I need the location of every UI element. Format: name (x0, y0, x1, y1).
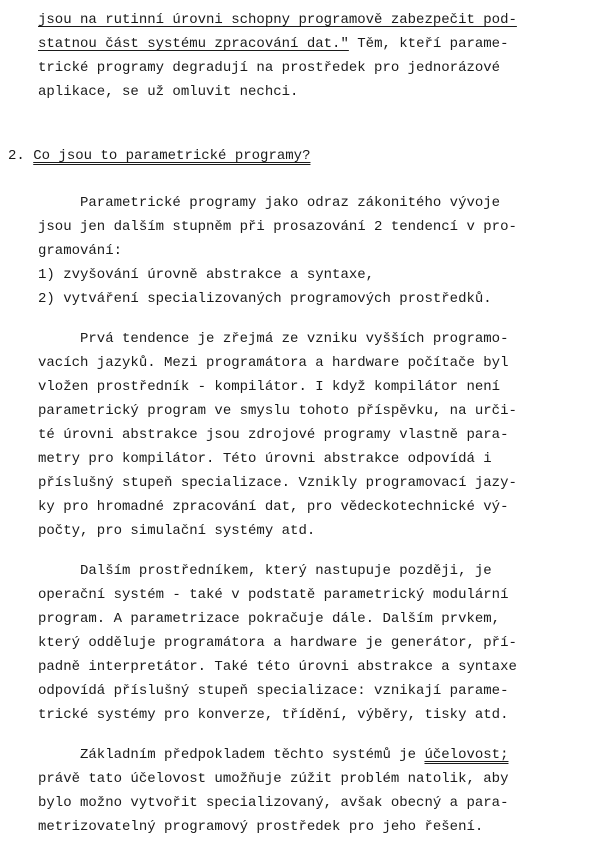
p2-line-3: vložen prostředník - kompilátor. I když kompilátor není (38, 379, 501, 395)
intro-quote-underlined-end: statnou část systému zpracování dat." (38, 36, 349, 52)
p1-line-2: jsou jen dalším stupněm při prosazování 2 tendencí v pro- (38, 219, 517, 235)
p4-line-1-start: Základním předpokladem těchto systémů je (38, 747, 425, 763)
p4-line-4: metrizovatelný programový prostředek pro jeho řešení. (38, 819, 484, 835)
p4-emphasis: účelovost; (424, 747, 509, 763)
p3-line-5: padně interpretátor. Také této úrovni abstrakce a syntaxe (38, 659, 517, 675)
intro-line-1 (38, 12, 517, 28)
p1-line-1: Parametrické programy jako odraz zákonitého vývoje (38, 195, 501, 211)
intro-line-2-rest: Těm, kteří parame- (348, 36, 509, 52)
list-item-2: 2) vytváření specializovaných programových prostředků. (38, 291, 492, 307)
p2-line-4: parametrický program ve smyslu tohoto příspěvku, na urči- (38, 403, 517, 419)
section-title: Co jsou to parametrické programy? (33, 148, 311, 164)
intro-line-4: aplikace, se už omluvit nechci. (38, 84, 299, 100)
p2-line-8: ky pro hromadné zpracování dat, pro vědeckotechnické vý- (38, 499, 509, 515)
p3-line-3: program. A parametrizace pokračuje dále. Dalším prvkem, (38, 611, 501, 627)
p2-line-1: Prvá tendence je zřejmá ze vzniku vyšších programo- (38, 331, 509, 347)
p2-line-2: vacích jazyků. Mezi programátora a hardware počítače byl (38, 355, 509, 371)
p3-line-6: odpovídá příslušný stupeň specializace: vznikají parame- (38, 683, 509, 699)
p3-line-1: Dalším prostředníkem, který nastupuje později, je (38, 563, 492, 579)
p4-line-2: právě tato účelovost umožňuje zúžit problém natolik, aby (38, 771, 509, 787)
p3-line-2: operační systém - také v podstatě parametrický modulární (38, 587, 509, 603)
p4-line-1 (38, 747, 508, 763)
intro-line-3: trické programy degradují na prostředek pro jednorázové (38, 60, 501, 76)
p1-line-3: gramování: (38, 243, 123, 259)
p2-line-5: té úrovni abstrakce jsou zdrojové programy vlastně para- (38, 427, 509, 443)
intro-line-2 (38, 36, 509, 52)
p2-line-6: metry pro kompilátor. Této úrovni abstrakce odpovídá i (38, 451, 492, 467)
list-item-1: 1) zvyšování úrovně abstrakce a syntaxe, (38, 267, 375, 283)
p2-line-7: příslušný stupeň specializace. Vznikly programovací jazy- (38, 475, 517, 491)
p3-line-7: trické systémy pro konverze, třídění, výběry, tisky atd. (38, 707, 509, 723)
section-heading (8, 148, 310, 164)
intro-quote-underlined: jsou na rutinní úrovni schopny programově zabezpečit pod- (38, 12, 517, 28)
p2-line-9: počty, pro simulační systémy atd. (38, 523, 316, 539)
section-number: 2. (8, 148, 25, 164)
p4-line-3: bylo možno vytvořit specializovaný, avšak obecný a para- (38, 795, 509, 811)
p3-line-4: který odděluje programátora a hardware je generátor, pří- (38, 635, 517, 651)
